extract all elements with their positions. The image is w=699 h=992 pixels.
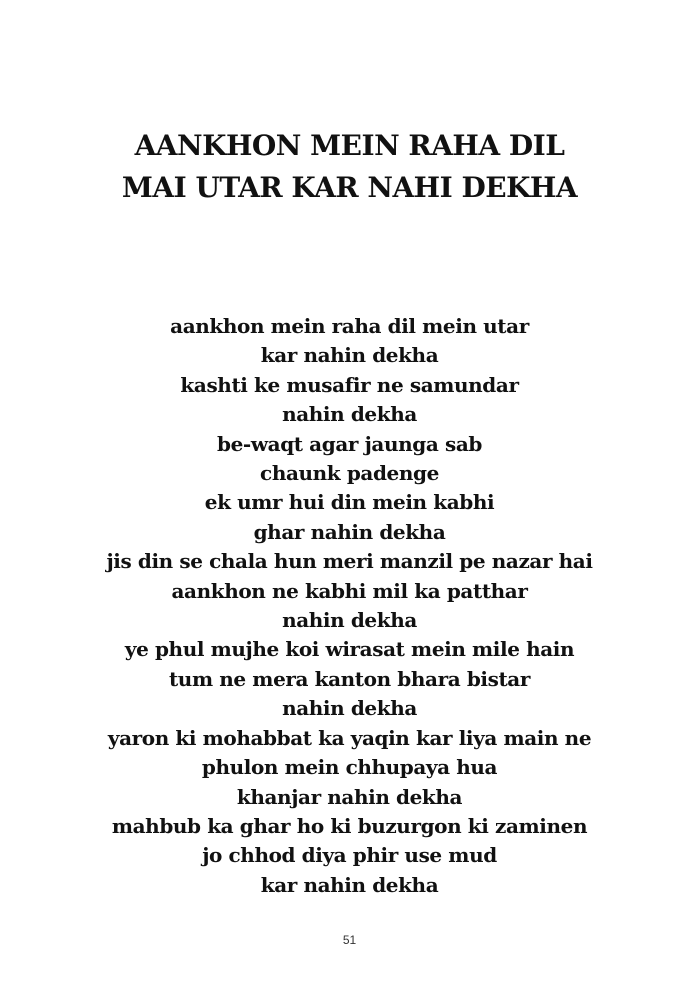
poem-title: [0, 125, 699, 209]
poem-line: mahbub ka ghar ho ki buzurgon ki zaminen: [111, 813, 588, 838]
title-line: AANKHON MEIN RAHA DIL: [134, 129, 565, 162]
poem-line: kar nahin dekha: [260, 872, 439, 897]
poem-line: kar nahin dekha: [260, 343, 439, 368]
poem-line: nahin dekha: [282, 696, 417, 721]
poem-line: be-waqt agar jaunga sab: [217, 431, 482, 456]
poem-line: aankhon ne kabhi mil ka patthar: [171, 578, 528, 603]
page-number: 51: [342, 933, 357, 947]
poem-line: jo chhod diya phir use mud: [202, 843, 497, 868]
poem-line: nahin dekha: [282, 608, 417, 633]
poem-line: ye phul mujhe koi wirasat mein mile hain: [124, 637, 575, 662]
poem-line: jis din se chala hun meri manzil pe nazar hai: [106, 549, 593, 574]
poem-line: phulon mein chhupaya hua: [201, 755, 498, 780]
poem-line: aankhon mein raha dil mein utar: [170, 314, 529, 338]
poem-line: khanjar nahin dekha: [236, 784, 463, 809]
poem-line: chaunk padenge: [260, 461, 439, 486]
poem-line: nahin dekha: [282, 402, 417, 427]
poem-line: ghar nahin dekha: [253, 519, 446, 544]
poem-line: tum ne mera kanton bhara bistar: [168, 666, 531, 691]
title-line: MAI UTAR KAR NAHI DEKHA: [121, 171, 578, 204]
poem-line: kashti ke musafir ne samundar: [180, 372, 519, 397]
poem-body: [0, 312, 699, 900]
poem-line: yaron ki mohabbat ka yaqin kar liya main ne: [107, 725, 592, 750]
poem-line: ek umr hui din mein kabhi: [204, 490, 495, 515]
